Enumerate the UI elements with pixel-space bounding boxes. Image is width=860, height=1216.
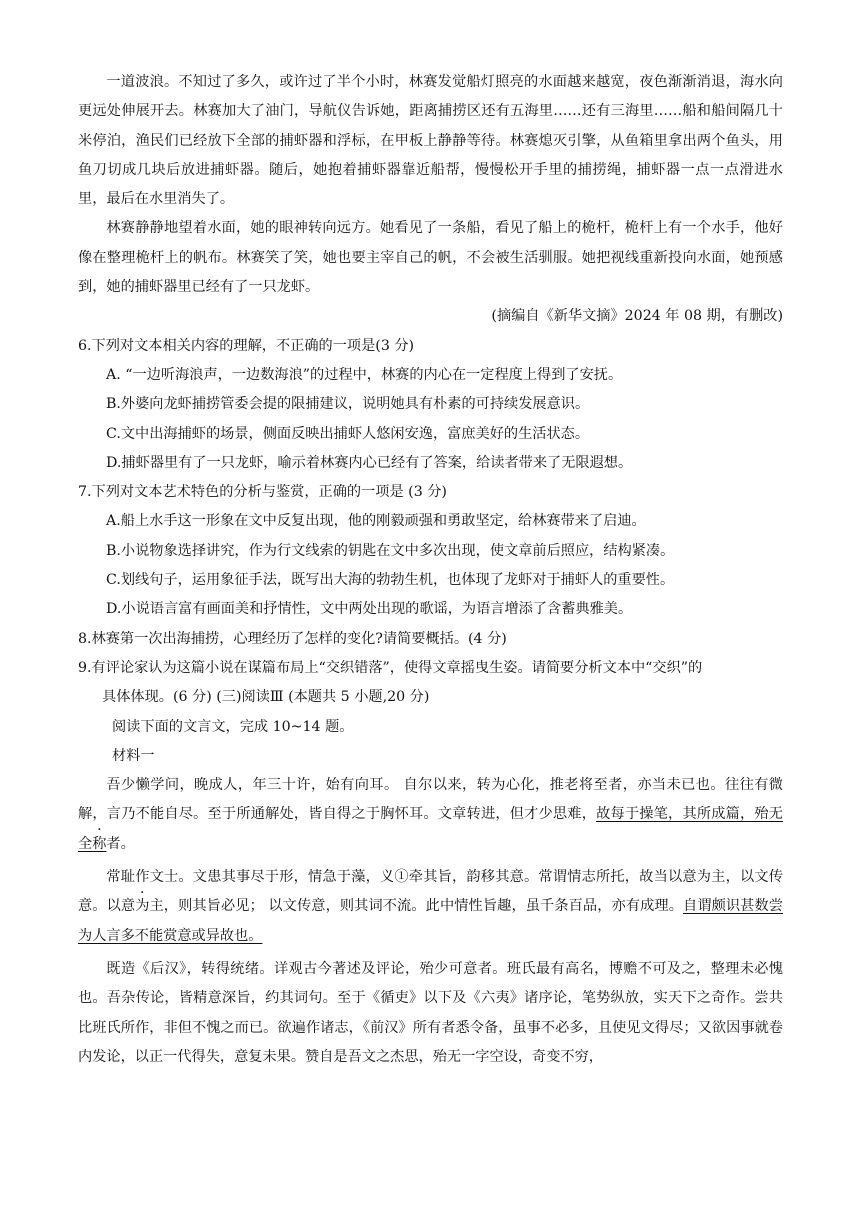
question-6-option-a: A. “一边听海浪声，一边数海浪”的过程中，林赛的内心在一定程度上得到了安抚。	[106, 366, 623, 383]
source-citation: (摘编自《新华文摘》2024 年 08 期，有删改)	[491, 308, 783, 325]
text-run: 吾少懒学问，晚成人，年三十许，始有向耳。 自尔以来，转为心化，推老将至者，亦当未已也。往往有微	[106, 777, 783, 794]
question-7-stem: 7.下列对文本艺术特色的分析与鉴赏，正确的一项是 (3 分)	[78, 484, 447, 501]
question-9-line-1: 9.有评论家认为这篇小说在谋篇布局上“交织错落”，使得文章摇曳生姿。请简要分析文本中“交织”的	[78, 659, 703, 676]
question-6-option-c: C.文中出海捕虾的场景，侧面反映出捕虾人悠闲安逸，富庶美好的生活状态。	[106, 425, 590, 442]
text-run: 作文士。文患其事尽于形，情急于藻，义①牵其旨，韵移其意。常谓情志所托，故当以意为主，以文传意。以意为主，则其旨必见； 以文传意，则其词不流。此中情性旨趣，虽千条百品，亦有成理。	[78, 869, 783, 915]
underlined-sentence: 故每于操笔，其所成篇，殆无全称	[78, 806, 783, 852]
question-8: 8.林赛第一次出海捕捞，心理经历了怎样的变化?请简要概括。(4 分)	[78, 630, 507, 647]
question-6-option-d: D.捕虾器里有了一只龙虾，喻示着林赛内心已经有了答案，给读者带来了无限遐想。	[106, 454, 633, 471]
text-run: ，言乃不能自尽。至于所通解处，皆自得之于胸怀耳。文章转进，但才少思难，	[92, 806, 597, 823]
question-6-stem: 6.下列对文本相关内容的理解，不正确的一项是(3 分)	[78, 337, 415, 354]
emphasis-dot-char: 解	[78, 806, 93, 823]
material-label: 材料一	[112, 747, 155, 764]
text-run: 常	[106, 869, 121, 886]
question-7-option-a: A.船上水手这一形象在文中反复出现，他的刚毅顽强和勇敢坚定，给林赛带来了启迪。	[106, 513, 646, 530]
classical-instruction: 阅读下面的文言文，完成 10~14 题。	[112, 718, 354, 735]
question-7-option-c: C.划线句子，运用象征手法，既写出大海的勃勃生机，也体现了龙虾对于捕虾人的重要性。	[106, 572, 675, 589]
question-9-line-2: 具体体现。(6 分) (三)阅读Ⅲ (本题共 5 小题,20 分)	[102, 689, 430, 706]
text-run: 者。	[106, 835, 135, 852]
story-paragraph-1: 一道波浪。不知过了多久，或许过了半个小时，林赛发觉船灯照亮的水面越来越宽，夜色渐渐消退，海水向更远处伸展开去。林赛加大了油门，导航仪告诉她，距离捕捞区还有五海里……还有三海里……船和船间隔几十米停泊，渔民们已经放下全部的捕虾器和浮标，在甲板上静静等待。林赛熄灭引擎，从鱼箱里拿出两个鱼头，用鱼刀切成几块后放进捕虾器。随后，她抱着捕虾器靠近船帮，慢慢松开手里的捕捞绳，捕虾器一点一点滑进水里，最后在水里消失了。	[78, 74, 783, 208]
emphasis-dot-char: 耻	[120, 869, 136, 886]
classical-paragraph-1	[78, 771, 783, 859]
question-6-option-b: B.外婆向龙虾捕捞管委会提的限捕建议，说明她具有朴素的可持续发展意识。	[106, 396, 590, 413]
document-page	[78, 68, 783, 1072]
question-7-option-d: D.小说语言富有画面美和抒情性，文中两处出现的歌谣，为语言增添了含蓄典雅美。	[106, 601, 633, 618]
classical-paragraph-2	[78, 863, 783, 951]
question-7-option-b: B.小说物象选择讲究，作为行文线索的钥匙在文中多次出现，使文章前后照应，结构紧凑。	[106, 542, 675, 559]
classical-paragraph-3: 既造《后汉》，转得统绪。详观古今著述及评论，殆少可意者。班氏最有高名，博赡不可及之，整理未必愧也。吾杂传论，皆精意深旨，约其词句。至于《循吏》以下及《六夷》诸序论，笔势纵放，实天下之奇作。尝共比班氏所作，非但不愧之而已。欲遍作诸志，《前汉》所有者悉令备，虽事不必多，且使见文得尽；又欲因事就卷内发论，以正一代得失，意复未果。赞自是吾文之杰思，殆无一字空设，奇变不穷，	[78, 960, 783, 1065]
underlined-sentence: 自谓颇识甚数尝为人言多不能赏意或异故也。	[78, 898, 783, 944]
story-paragraph-2: 林赛静静地望着水面，她的眼神转向远方。她看见了一条船，看见了船上的桅杆，桅杆上有一个水手，他好像在整理桅杆上的帆布。林赛笑了笑，她也要主宰自己的帆，不会被生活驯服。她把视线重新投向水面，她预感到，她的捕虾器里已经有了一只龙虾。	[78, 220, 783, 296]
